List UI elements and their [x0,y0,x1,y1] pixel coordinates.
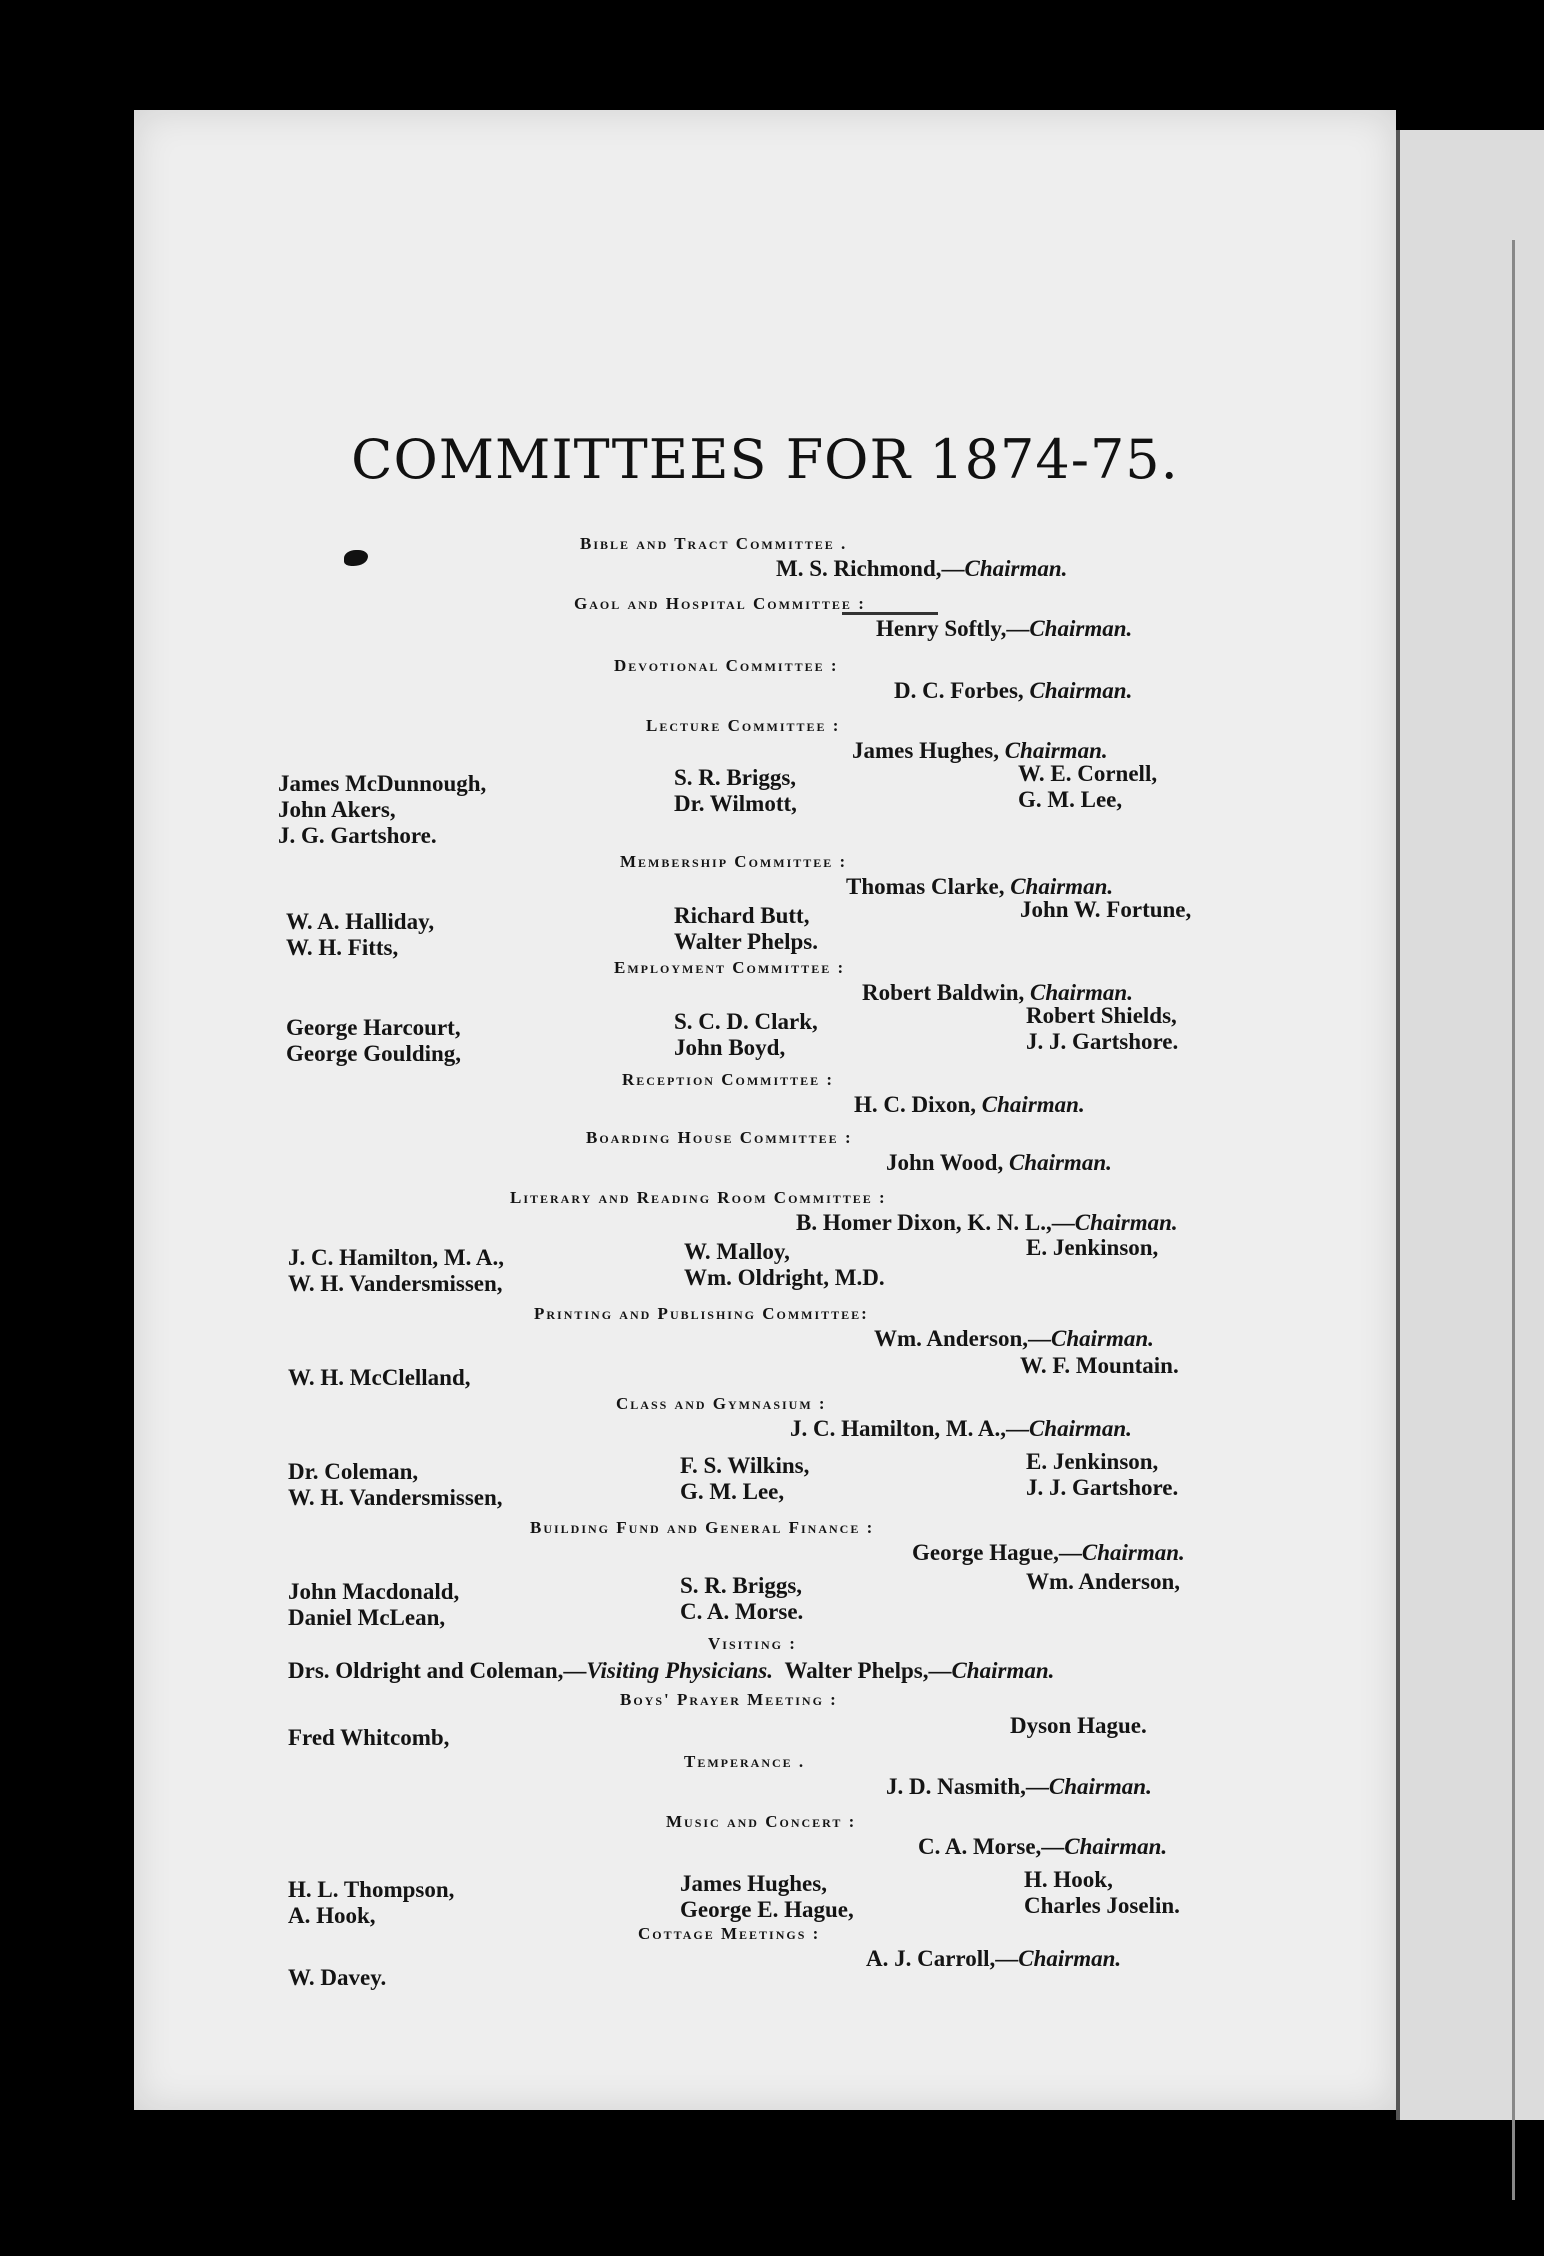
section-heading: Lecture Committee : [646,716,841,735]
member-name: J. G. Gartshore. [278,823,437,848]
member-name: John W. Fortune, [1020,897,1192,922]
section-heading: Employment Committee : [614,958,846,977]
section-heading: Building Fund and General Finance : [530,1518,875,1537]
member-name: S. R. Briggs, [674,765,797,790]
chairman-line: Thomas Clarke, Chairman. [846,874,1114,899]
member-name: W. A. Halliday, [286,909,435,934]
member-name: Robert Shields, [1026,1003,1177,1028]
member-name: G. M. Lee, [680,1479,785,1504]
member-name: J. C. Hamilton, M. A., [288,1245,504,1270]
member-name: W. Malloy, [684,1239,790,1264]
section-heading: Cottage Meetings : [638,1924,821,1943]
visiting-line: Drs. Oldright and Coleman,—Visiting Physicians. Walter Phelps,—Chairman. [288,1658,1055,1683]
member-name: J. J. Gartshore. [1026,1475,1179,1500]
chairman-line: John Wood, Chairman. [886,1150,1112,1175]
section-heading: Literary and Reading Room Committee : [510,1188,887,1207]
member-name: James Hughes, [680,1871,827,1896]
member-name: G. M. Lee, [1018,787,1123,812]
ink-blot [344,550,368,566]
member-name: Richard Butt, [674,903,810,928]
section-heading: Music and Concert : [666,1812,857,1831]
member-name: John Boyd, [674,1035,786,1060]
member-name: George Harcourt, [286,1015,461,1040]
chairman-line: D. C. Forbes, Chairman. [894,678,1133,703]
chairman-line: Henry Softly,—Chairman. [876,616,1133,641]
section-heading: Bible and Tract Committee . [580,534,848,553]
member-name: W. H. Fitts, [286,935,399,960]
chairman-line: Wm. Anderson,—Chairman. [874,1326,1154,1351]
member-name: James McDunnough, [278,771,487,796]
member-name: F. S. Wilkins, [680,1453,810,1478]
chairman-line: J. C. Hamilton, M. A.,—Chairman. [790,1416,1132,1441]
document-page [134,110,1396,2110]
member-name: W. H. McClelland, [288,1365,471,1390]
section-heading: Visiting : [708,1634,797,1653]
member-name: John Macdonald, [288,1579,460,1604]
section-heading: Boarding House Committee : [586,1128,853,1147]
section-heading: Gaol and Hospital Committee : [574,594,866,613]
member-name: E. Jenkinson, [1026,1235,1159,1260]
section-heading: Temperance . [684,1752,806,1771]
member-name: Dyson Hague. [1010,1713,1147,1738]
member-name: C. A. Morse. [680,1599,804,1624]
member-name: S. R. Briggs, [680,1573,803,1598]
member-name: J. J. Gartshore. [1026,1029,1179,1054]
chairman-line: J. D. Nasmith,—Chairman. [886,1774,1152,1799]
chairman-line: George Hague,—Chairman. [912,1540,1185,1565]
chairman-line: B. Homer Dixon, K. N. L.,—Chairman. [796,1210,1178,1235]
member-name: Daniel McLean, [288,1605,446,1630]
page-title: COMMITTEES FOR 1874-75. [351,428,1179,491]
member-name: H. L. Thompson, [288,1877,455,1902]
member-name: H. Hook, [1024,1867,1113,1892]
member-name: Wm. Anderson, [1026,1569,1180,1594]
member-name: W. H. Vandersmissen, [288,1485,503,1510]
page-fold-line [1512,240,1515,2200]
member-name: John Akers, [278,797,396,822]
member-name: Dr. Wilmott, [674,791,797,816]
chairman-line: H. C. Dixon, Chairman. [854,1092,1085,1117]
member-name: W. E. Cornell, [1018,761,1158,786]
section-heading: Class and Gymnasium : [616,1394,827,1413]
section-heading: Reception Committee : [622,1070,835,1089]
section-heading: Devotional Committee : [614,656,839,675]
member-name: E. Jenkinson, [1026,1449,1159,1474]
member-name: S. C. D. Clark, [674,1009,818,1034]
chairman-line: Robert Baldwin, Chairman. [862,980,1133,1005]
member-name: Dr. Coleman, [288,1459,419,1484]
section-heading: Boys' Prayer Meeting : [620,1690,838,1709]
member-name: Wm. Oldright, M.D. [684,1265,885,1290]
adjacent-page-edge [1396,130,1544,2120]
member-name: W. Davey. [288,1965,387,1990]
member-name: Walter Phelps. [674,929,818,954]
section-heading: Printing and Publishing Committee: [534,1304,869,1323]
member-name: George Goulding, [286,1041,462,1066]
member-name: W. F. Mountain. [1020,1353,1179,1378]
member-name: Fred Whitcomb, [288,1725,450,1750]
member-name: A. Hook, [288,1903,376,1928]
chairman-line: M. S. Richmond,—Chairman. [776,556,1068,581]
chairman-line: C. A. Morse,—Chairman. [918,1834,1168,1859]
member-name: George E. Hague, [680,1897,854,1922]
chairman-line: A. J. Carroll,—Chairman. [866,1946,1122,1971]
member-name: Charles Joselin. [1024,1893,1180,1918]
member-name: W. H. Vandersmissen, [288,1271,503,1296]
chairman-line: James Hughes, Chairman. [852,738,1108,763]
section-heading: Membership Committee : [620,852,848,871]
